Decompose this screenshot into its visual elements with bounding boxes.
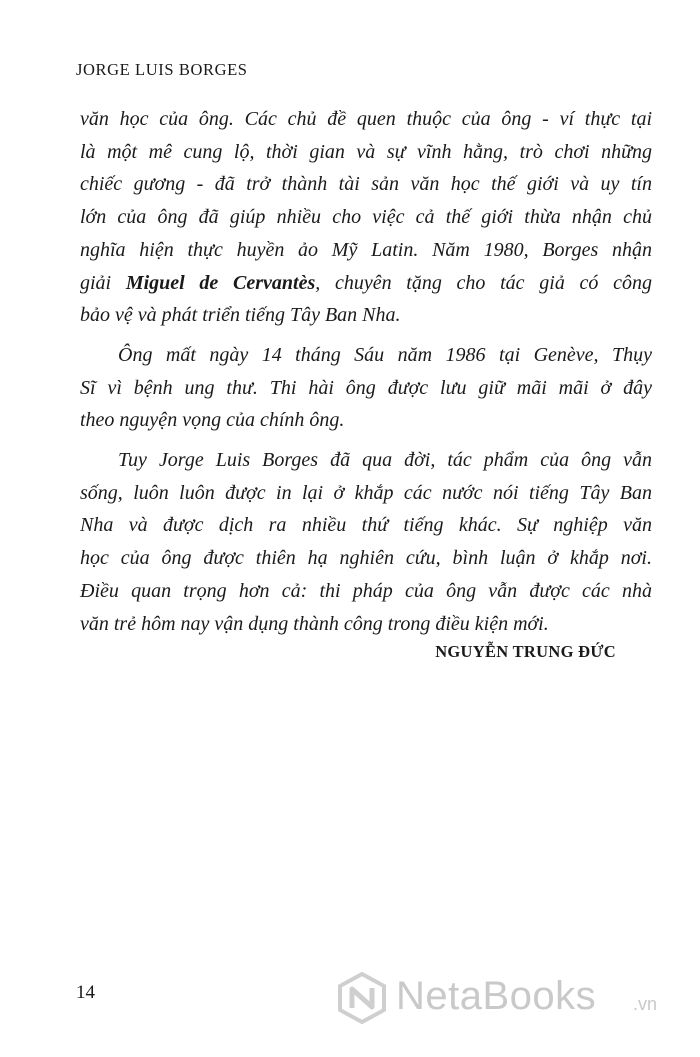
paragraph-1-line-2: là một mê cung lộ, thời gian và sự vĩnh hằng, trò chơi những — [80, 140, 652, 163]
paragraph-1-line-7: bảo vệ và phát triển tiếng Tây Ban Nha. — [80, 304, 401, 327]
paragraph-3-line-5: Điều quan trọng hơn cả: thi pháp của ông vẫn được các nhà — [80, 579, 652, 602]
author-signature: NGUYỄN TRUNG ĐỨC — [435, 642, 616, 661]
paragraph-3-line-6: văn trẻ hôm nay vận dụng thành công trong điều kiện mới. — [80, 612, 549, 635]
award-name: Miguel de Cervantès — [125, 271, 316, 294]
paragraph-3-line-1: Tuy Jorge Luis Borges đã qua đời, tác phẩm của ông vẫn — [118, 449, 652, 472]
paragraph-2-line-3: theo nguyện vọng của chính ông. — [80, 409, 345, 432]
running-head-title: JORGE LUIS BORGES — [76, 60, 248, 79]
line-6-prefix: giải — [80, 271, 126, 294]
netabooks-logo-icon — [336, 972, 388, 1024]
paragraph-1-line-1: văn học của ông. Các chủ đề quen thuộc của ông - ví thực tại — [80, 108, 652, 130]
paragraph-1-line-6 — [80, 267, 652, 300]
paragraph-2-line-2: Sĩ vì bệnh ung thư. Thi hài ông được lưu giữ mãi mãi ở đây — [80, 376, 652, 399]
watermark-tld: .vn — [633, 994, 658, 1014]
watermark-brand: NetaBooks — [396, 974, 597, 1018]
page-number: 14 — [76, 982, 95, 1003]
watermark — [336, 972, 676, 1028]
paragraph-1-line-3: chiếc gương - đã trở thành tài sản văn học thế giới và uy tín — [80, 173, 652, 196]
paragraph-3-line-4: học của ông được thiên hạ nghiên cứu, bình luận ở khắp nơi. — [80, 547, 652, 570]
body-text — [80, 103, 652, 640]
paragraph-3-line-3: Nha và được dịch ra nhiều thứ tiếng khác. Sự nghiệp văn — [80, 514, 652, 537]
paragraph-2-line-1: Ông mất ngày 14 tháng Sáu năm 1986 tại Genève, Thụy — [118, 343, 652, 366]
paragraph-1-line-4: lớn của ông đã giúp nhiều cho việc cả thế giới thừa nhận chủ — [80, 206, 652, 229]
paragraph-1-line-5: nghĩa hiện thực huyền ảo Mỹ Latin. Năm 1980, Borges nhận — [80, 238, 652, 261]
line-6-suffix: , chuyên tặng cho tác giả có công — [315, 271, 652, 294]
paragraph-3-line-2: sống, luôn luôn được in lại ở khắp các nước nói tiếng Tây Ban — [80, 481, 652, 504]
